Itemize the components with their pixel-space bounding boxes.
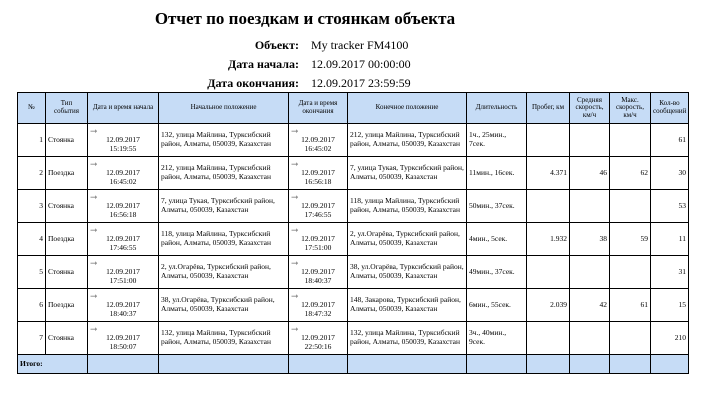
max-speed: 62	[610, 157, 651, 190]
table-row	[18, 124, 689, 157]
end-datetime-date: 12.09.2017	[301, 167, 335, 177]
forward-arrow-icon: ➞	[291, 257, 299, 268]
avg-speed: 46	[570, 157, 610, 190]
start-position: 2, ул.Огарёва, Турксибский район, Алматы, 050039, Казахстан	[159, 256, 289, 289]
end-datetime-time: 17:46:55	[304, 209, 332, 219]
avg-speed	[570, 190, 610, 223]
start-datetime-time: 17:46:55	[109, 242, 137, 252]
row-number: 2	[18, 157, 46, 190]
footer-cell	[570, 355, 610, 374]
table-row	[18, 289, 689, 322]
event-type: Поездка	[46, 223, 88, 256]
col-header-start-position: Начальное положение	[159, 93, 289, 124]
end-datetime	[289, 322, 348, 355]
message-count: 210	[651, 322, 689, 355]
end-datetime	[289, 223, 348, 256]
duration: 50мин., 37сек.	[467, 190, 527, 223]
footer-cell	[610, 355, 651, 374]
event-type: Поездка	[46, 157, 88, 190]
row-number: 3	[18, 190, 46, 223]
distance	[527, 322, 570, 355]
forward-arrow-icon: ➞	[291, 290, 299, 301]
end-datetime-time: 16:45:02	[304, 143, 332, 153]
end-datetime-date: 12.09.2017	[301, 266, 335, 276]
distance: 1.932	[527, 223, 570, 256]
report-title: Отчет по поездкам и стоянкам объекта	[154, 9, 456, 28]
footer-cell	[467, 355, 527, 374]
distance	[527, 256, 570, 289]
table-row	[18, 256, 689, 289]
meta-object-value: My tracker FM4100	[311, 38, 409, 52]
start-datetime-time: 18:40:37	[109, 308, 137, 318]
duration: 11мин., 16сек.	[467, 157, 527, 190]
start-datetime-date: 12.09.2017	[106, 167, 140, 177]
col-header-end-position: Конечное положение	[348, 93, 467, 124]
end-datetime	[289, 124, 348, 157]
end-datetime	[289, 289, 348, 322]
end-position: 38, ул.Огарёва, Турксибский район, Алматы, 050039, Казахстан	[348, 256, 467, 289]
start-datetime-date: 12.09.2017	[106, 200, 140, 210]
meta-end-date	[0, 75, 701, 91]
meta-start-date-value: 12.09.2017 00:00:00	[311, 57, 411, 71]
duration: 3ч., 40мин., 9сек.	[467, 322, 527, 355]
end-datetime-date: 12.09.2017	[301, 299, 335, 309]
end-datetime-time: 17:51:00	[304, 242, 332, 252]
start-datetime	[88, 157, 159, 190]
start-datetime-date: 12.09.2017	[106, 266, 140, 276]
max-speed	[610, 322, 651, 355]
start-datetime	[88, 223, 159, 256]
max-speed: 61	[610, 289, 651, 322]
start-datetime-date: 12.09.2017	[106, 332, 140, 342]
start-datetime-time: 16:56:18	[109, 209, 137, 219]
row-number: 4	[18, 223, 46, 256]
avg-speed	[570, 322, 610, 355]
start-datetime-date: 12.09.2017	[106, 233, 140, 243]
end-datetime-date: 12.09.2017	[301, 200, 335, 210]
forward-arrow-icon: ➞	[291, 323, 299, 334]
start-datetime-date: 12.09.2017	[106, 134, 140, 144]
col-header-number: №	[18, 93, 46, 124]
message-count: 11	[651, 223, 689, 256]
end-position: 132, улица Майлина, Турксибский район, Алматы, 050039, Казахстан	[348, 322, 467, 355]
col-header-message-count: Кол-во сообщений	[651, 93, 689, 124]
start-position: 132, улица Майлина, Турксибский район, Алматы, 050039, Казахстан	[159, 124, 289, 157]
table-row	[18, 157, 689, 190]
footer-cell	[88, 355, 159, 374]
row-number: 5	[18, 256, 46, 289]
forward-arrow-icon: ➞	[90, 323, 98, 334]
footer-cell	[527, 355, 570, 374]
footer-total-label: Итого:	[18, 355, 88, 374]
forward-arrow-icon: ➞	[90, 125, 98, 136]
meta-object-label: Объект:	[254, 38, 299, 52]
start-datetime-time: 16:45:02	[109, 176, 137, 186]
forward-arrow-icon: ➞	[90, 257, 98, 268]
start-datetime	[88, 190, 159, 223]
meta-end-date-label: Дата окончания:	[207, 76, 299, 90]
distance	[527, 190, 570, 223]
message-count: 53	[651, 190, 689, 223]
trips-stops-table	[17, 92, 689, 374]
forward-arrow-icon: ➞	[291, 158, 299, 169]
footer-cell	[348, 355, 467, 374]
start-datetime	[88, 124, 159, 157]
col-header-duration: Длительность	[467, 93, 527, 124]
row-number: 1	[18, 124, 46, 157]
end-position: 2, ул.Огарёва, Турксибский район, Алматы, 050039, Казахстан	[348, 223, 467, 256]
start-datetime-time: 18:50:07	[109, 341, 137, 351]
start-position: 7, улица Тукая, Турксибский район, Алматы, 050039, Казахстан	[159, 190, 289, 223]
end-position: 7, улица Тукая, Турксибский район, Алматы, 050039, Казахстан	[348, 157, 467, 190]
table-row	[18, 223, 689, 256]
avg-speed: 38	[570, 223, 610, 256]
forward-arrow-icon: ➞	[90, 290, 98, 301]
distance	[527, 124, 570, 157]
start-datetime	[88, 256, 159, 289]
duration: 49мин., 37сек.	[467, 256, 527, 289]
meta-start-date-label: Дата начала:	[227, 57, 299, 71]
end-position: 118, улица Майлина, Турксибский район, Алматы, 050039, Казахстан	[348, 190, 467, 223]
start-datetime	[88, 322, 159, 355]
avg-speed	[570, 256, 610, 289]
footer-cell	[289, 355, 348, 374]
table-row	[18, 322, 689, 355]
end-datetime-date: 12.09.2017	[301, 332, 335, 342]
meta-end-date-value: 12.09.2017 23:59:59	[311, 76, 411, 90]
start-position: 38, ул.Огарёва, Турксибский район, Алматы, 050039, Казахстан	[159, 289, 289, 322]
forward-arrow-icon: ➞	[291, 224, 299, 235]
start-position: 132, улица Майлина, Турксибский район, Алматы, 050039, Казахстан	[159, 322, 289, 355]
event-type: Стоянка	[46, 190, 88, 223]
footer-cell	[159, 355, 289, 374]
col-header-event-type: Тип события	[46, 93, 88, 124]
forward-arrow-icon: ➞	[291, 125, 299, 136]
row-number: 6	[18, 289, 46, 322]
meta-start-date	[0, 56, 701, 72]
start-datetime	[88, 289, 159, 322]
max-speed	[610, 190, 651, 223]
forward-arrow-icon: ➞	[90, 191, 98, 202]
max-speed	[610, 124, 651, 157]
row-number: 7	[18, 322, 46, 355]
end-datetime-time: 16:56:18	[304, 176, 332, 186]
col-header-max-speed: Макс. скорость, км/ч	[610, 93, 651, 124]
end-datetime-date: 12.09.2017	[301, 134, 335, 144]
forward-arrow-icon: ➞	[291, 191, 299, 202]
avg-speed	[570, 124, 610, 157]
duration: 4мин., 5сек.	[467, 223, 527, 256]
col-header-end-datetime: Дата и время окончания	[289, 93, 348, 124]
col-header-avg-speed: Средняя скорость, км/ч	[570, 93, 610, 124]
col-header-start-datetime: Дата и время начала	[88, 93, 159, 124]
duration: 1ч., 25мин., 7сек.	[467, 124, 527, 157]
max-speed: 59	[610, 223, 651, 256]
forward-arrow-icon: ➞	[90, 224, 98, 235]
end-datetime	[289, 157, 348, 190]
start-datetime-time: 15:19:55	[109, 143, 137, 153]
start-position: 118, улица Майлина, Турксибский район, Алматы, 050039, Казахстан	[159, 223, 289, 256]
duration: 6мин., 55сек.	[467, 289, 527, 322]
max-speed	[610, 256, 651, 289]
forward-arrow-icon: ➞	[90, 158, 98, 169]
avg-speed: 42	[570, 289, 610, 322]
event-type: Стоянка	[46, 124, 88, 157]
end-datetime	[289, 190, 348, 223]
end-position: 148, Закарова, Турксибский район, Алматы, 050039, Казахстан	[348, 289, 467, 322]
table-header-row	[18, 93, 689, 124]
event-type: Поездка	[46, 289, 88, 322]
start-datetime-date: 12.09.2017	[106, 299, 140, 309]
table-row	[18, 190, 689, 223]
table-footer-row	[18, 355, 689, 374]
event-type: Стоянка	[46, 256, 88, 289]
end-datetime	[289, 256, 348, 289]
end-datetime-time: 18:47:32	[304, 308, 332, 318]
message-count: 61	[651, 124, 689, 157]
footer-cell	[651, 355, 689, 374]
end-datetime-time: 22:50:16	[304, 341, 332, 351]
distance: 2.039	[527, 289, 570, 322]
distance: 4.371	[527, 157, 570, 190]
end-datetime-time: 18:40:37	[304, 275, 332, 285]
event-type: Стоянка	[46, 322, 88, 355]
start-datetime-time: 17:51:00	[109, 275, 137, 285]
col-header-distance: Пробег, км	[527, 93, 570, 124]
message-count: 30	[651, 157, 689, 190]
meta-object	[0, 37, 701, 53]
message-count: 31	[651, 256, 689, 289]
end-position: 212, улица Майлина, Турксибский район, Алматы, 050039, Казахстан	[348, 124, 467, 157]
end-datetime-date: 12.09.2017	[301, 233, 335, 243]
message-count: 15	[651, 289, 689, 322]
start-position: 212, улица Майлина, Турксибский район, Алматы, 050039, Казахстан	[159, 157, 289, 190]
